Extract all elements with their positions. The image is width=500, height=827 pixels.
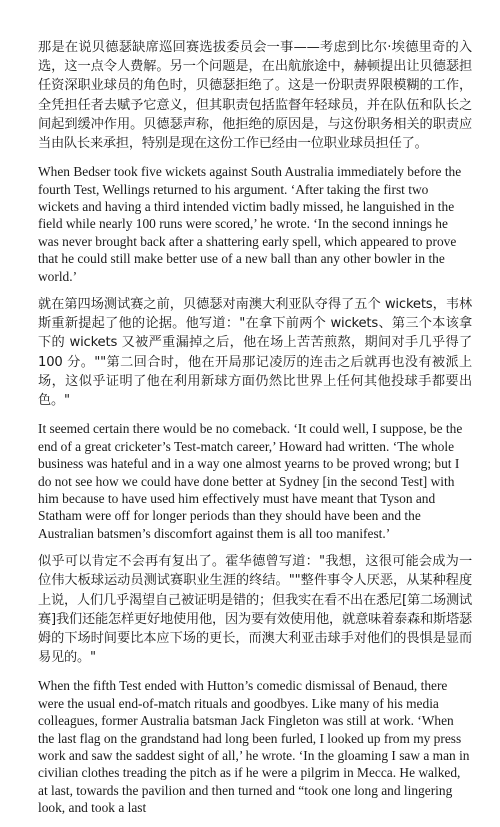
paragraph-en-1: When Bedser took five wickets against South Australia immediately before the fourth Test, Wellings returned to his argument. ‘After taking the first two wickets and having a third intended victim badly missed, he languished in the field while nearly 100 runs were scored,’ he wrote. ‘In the second innings he was never brought back after a shattering early spell, which appeared to prove that he could still make better use of a new ball than any other bowler in the world.’ xyxy=(38,164,462,284)
paragraph-en-3: When the fifth Test ended with Hutton’s comedic dismissal of Benaud, there were the usual end-of-match rituals and goodbyes. Like many of his media colleagues, former Australia batsman Jack Fingleton was still at work. ‘When the last flag on the grandstand had long been furled, I looked up from my press work and saw the saddest sight of all,’ he wrote. ‘In the gloaming I saw a man in civilian clothes treading the pitch as if he were a pilgrim in Mecca. He walked, at last, towards the pavilion and then turned and “took one long and lingering look, and took a last xyxy=(38,678,470,816)
paragraph-zh-1: 那是在说贝德瑟缺席巡回赛选拔委员会一事——考虑到比尔·埃德里奇的入选，这一点令人费解。另一个问题是，在出航旅途中，赫顿提出让贝德瑟担任资深职业球员的角色时，贝德瑟拒绝了。这是一份职责界限模糊的工作，全凭担任者去赋予它意义，但其职责包括监督年轻球员，并在队伍和队长之间起到缓冲作用。贝德瑟声称，他拒绝的原因是，与这份职务相关的职责应当由队长来承担，特别是现在这份工作已经由一位职业球员担任了。 xyxy=(38,40,472,152)
paragraph-zh-3: 似乎可以肯定不会再有复出了。霍华德曾写道："我想，这很可能会成为一位伟大板球运动员测试赛职业生涯的终结。""整件事令人厌恶，从某种程度上说，人们几乎渴望自己被证明是错的；但我实在看不出在悉尼[第二场测试赛]我们还能怎样更好地使用他，因为要有效使用他，就意味着泰森和斯塔瑟姆的下场时间要比本应下场的更长，而澳大利亚击球手对他们的畏惧是显而易见的。" xyxy=(38,554,472,666)
paragraph-zh-2: 就在第四场测试赛之前，贝德瑟对南澳大利亚队夺得了五个 wickets，韦林斯重新提起了他的论据。他写道："在拿下前两个 wickets、第三个本该拿下的 wickets 又被严重漏掉之后，他在场上苦苦煎熬，期间对手几乎得了 100 分。""第二回合时，他在开局那记凌厉的连击之后就再也没有被派上场，这似乎证明了他在利用新球方面仍然比世界上任何其他投球手都要出色。" xyxy=(38,297,472,409)
paragraph-en-2: It seemed certain there would be no comeback. ‘It could well, I suppose, be the end of a great cricketer’s Test-match career,’ Howard had written. ‘The whole business was hateful and in a way one almost yearns to be proved wrong; but I do not see how we could have done better at Sydney [in the second Test] with him because to have used him effectively must have meant that Tyson and Statham were off for longer periods than they should have been and the Australian batsmen’s discomfort against them is all too manifest.’ xyxy=(38,421,463,541)
document-page xyxy=(38,38,472,827)
